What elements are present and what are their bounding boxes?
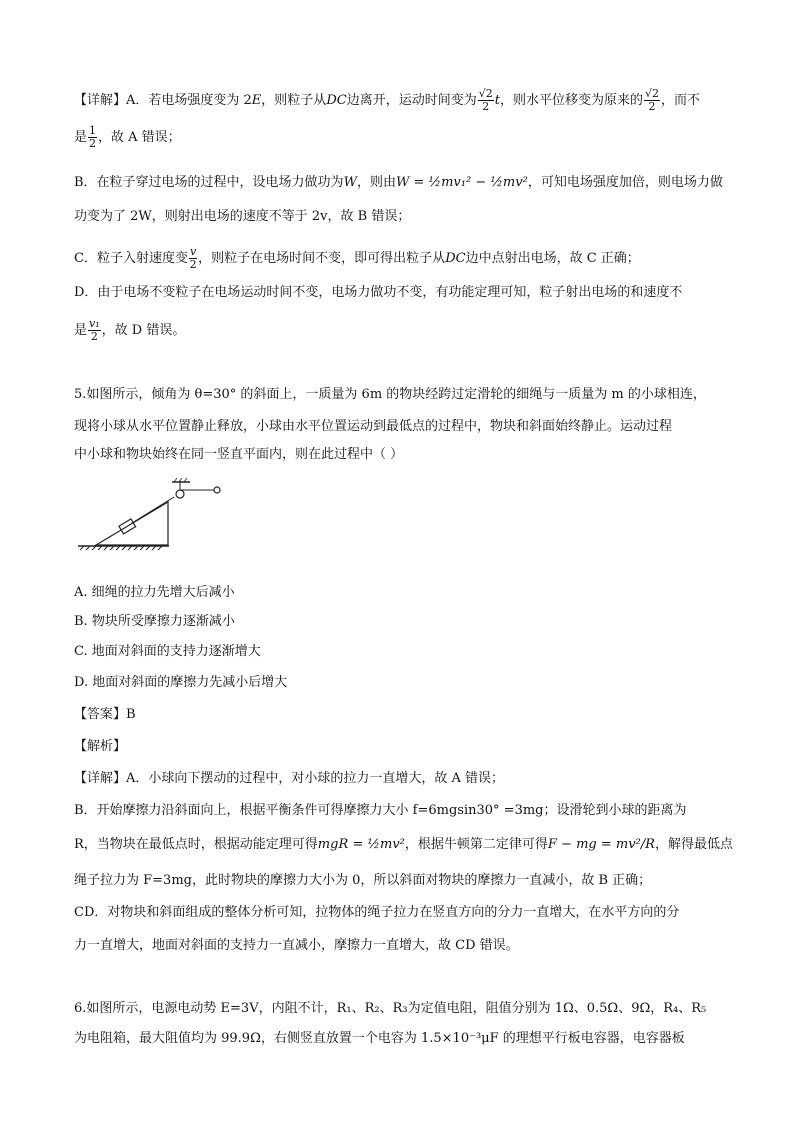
text: ，则粒子从 [261,93,327,108]
text: t [494,93,500,108]
text: 【详解】A．若电场强度变为 2 [74,93,252,108]
q5-detail-6: 力一直增大，地面对斜面的支持力一直减小，摩擦力一直增大，故 CD 错误。 [74,938,519,953]
q5-stem-1: 5.如图所示，倾角为 θ=30° 的斜面上，一质量为 6m 的物块经跨过定滑轮的细绳与一质量为 m 的小球相连， [74,387,706,402]
option-c: C. 地面对斜面的支持力逐渐增大 [74,644,261,659]
pulley [176,490,184,498]
equation: mgR = ½mv² [317,837,405,852]
q5-stem-2: 现将小球从水平位置静止释放，小球由水平位置运动到最低点的过程中，物块和斜面始终静止。运动过程 [74,419,673,434]
fraction: $\frac{v}{2}$ [189,245,197,271]
q4-line-7: 是 $\frac{\text{v₁}}{2}$ ，故 D 错误。 [74,317,186,343]
q5-detail-5: CD．对物块和斜面组成的整体分析可知，拉物体的绳子拉力在竖直方向的分力一直增大，在水平方向的分 [74,905,680,920]
option-d: D. 地面对斜面的摩擦力先减小后增大 [74,675,288,690]
text: DC [326,93,347,108]
q6-line-2: 为电阻箱，最大阻值均为 99.9Ω，右侧竖直放置一个电容为 1.5×10⁻³μF 的理想平行板电容器，电容器板 [74,1031,685,1046]
answer: 【答案】B [74,707,136,722]
text: ，则水平位移变为原来的 [499,93,643,108]
text: E [251,93,262,108]
text: 边离开，运动时间变为 [346,93,477,108]
q5-detail-2: B．开始摩擦力沿斜面向上，根据平衡条件可得摩擦力大小 f=6mgsin30° =3mg；设滑轮到小球的距离为 [74,803,687,818]
q4-line-4: 功变为了 2W，则射出电场的速度不等于 2v，故 B 错误； [74,209,411,224]
analysis-heading: 【解析】 [74,739,127,754]
incline-pulley-figure [74,474,234,554]
fraction: $\frac{√2}{2}$ [644,87,659,113]
fraction: $\frac{1}{2}$ [89,124,97,150]
q5-stem-3: 中小球和物块始终在同一竖直平面内，则在此过程中（ ） [74,447,404,462]
q5-detail-4: 绳子拉力为 F=3mg，此时物块的摩擦力大小为 0，所以斜面对物块的摩擦力一直减小，故 B 正确； [74,873,652,888]
q4-line-2: 是 $\frac{1}{2}$ ，故 A 错误； [74,124,181,150]
equation: F − mg = mv²/R [547,837,655,852]
option-a: A. 细绳的拉力先增大后减小 [74,585,235,600]
fraction: $\frac{√2}{2}$ [478,87,493,113]
q4-line-1 [74,88,700,113]
text: ，而不 [660,93,700,108]
incline [96,502,168,545]
equation: W = ½mv₁² − ½mv² [395,175,528,190]
q4-line-6: D．由于电场不变粒子在电场运动时间不变，电场力做功不变，有功能定理可知，粒子射出电场的和速度不 [74,285,683,300]
ball [214,487,220,493]
q5-detail-3: R，当物块在最低点时，根据动能定理可得mgR = ½mv²，根据牛顿第二定律可得F − mg = mv²/R，解得最低点 [74,837,733,852]
option-b: B. 物块所受摩擦力逐渐减小 [74,614,235,629]
q4-line-5: C．粒子入射速度变 $\frac{v}{2}$ ，则粒子在电场时间不变，即可得出粒子从DC边中点射出电场，故 C 正确； [74,245,640,271]
q6-line-1: 6.如图所示，电源电动势 E=3V，内阻不计，R₁、R₂、R₃为定值电阻，阻值分别为 1Ω、0.5Ω、9Ω，R₄、R₅ [74,1001,707,1016]
q5-detail-1: 【详解】A．小球向下摆动的过程中，对小球的拉力一直增大，故 A 错误； [74,771,505,786]
fraction: $\frac{\text{v₁}}{2}$ [89,317,100,343]
q4-line-3: B．在粒子穿过电场的过程中，设电场力做功为W，则由W = ½mv₁² − ½mv²，可知电场强度加倍，则电场力做 [74,175,723,190]
